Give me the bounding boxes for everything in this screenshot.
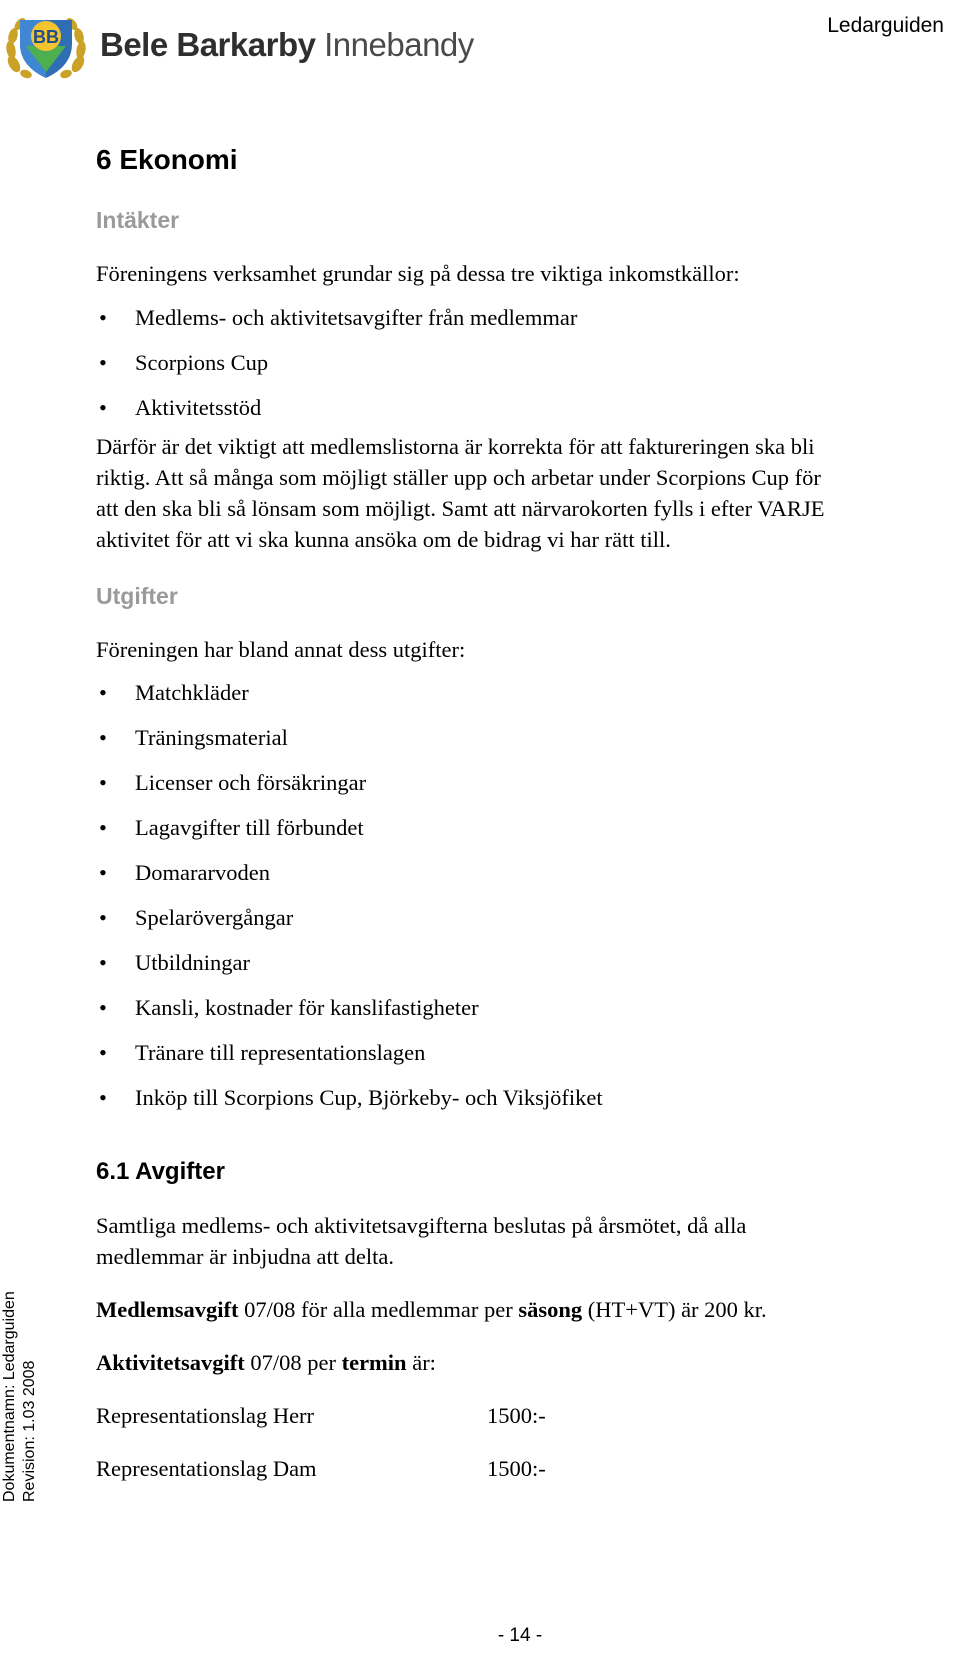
list-item: • Tränare till representationslagen <box>96 1037 946 1082</box>
fee-row-dam <box>96 1453 946 1484</box>
list-item: • Kansli, kostnader för kanslifastigheter <box>96 992 946 1037</box>
fees-title: 6.1 Avgifter <box>96 1158 225 1185</box>
list-item: • Utbildningar <box>96 947 946 992</box>
document-name: Dokumentnamn: Ledarguiden <box>1 1291 18 1502</box>
fees-paragraph: Samtliga medlems- och aktivitetsavgifterna beslutas på årsmötet, då alla medlemmar är inbjudna att delta. <box>96 1213 747 1269</box>
bullet-icon: • <box>99 395 107 420</box>
list-item: • Aktivitetsstöd <box>96 392 946 427</box>
bullet-icon: • <box>99 815 107 840</box>
expenses-intro: Föreningen har bland annat dess utgifter: <box>96 637 466 662</box>
list-item: • Inköp till Scorpions Cup, Björkeby- och Viksjöfiket <box>96 1082 946 1113</box>
fee-amount: 1500:- <box>487 1403 546 1428</box>
document-revision: Revision: 1.03 2008 <box>21 1360 38 1502</box>
bullet-icon: • <box>99 305 107 330</box>
list-item: • Spelarövergångar <box>96 902 946 947</box>
bullet-icon: • <box>99 1085 107 1110</box>
brand-name-light: Innebandy <box>324 26 474 63</box>
member-fee-line: Medlemsavgift 07/08 för alla medlemmar per säsong (HT+VT) är 200 kr. <box>96 1297 767 1322</box>
bullet-icon: • <box>99 770 107 795</box>
document-sidebar <box>0 1287 56 1502</box>
bullet-icon: • <box>99 995 107 1020</box>
bullet-icon: • <box>99 1040 107 1065</box>
bullet-icon: • <box>99 950 107 975</box>
brand-wordmark <box>100 26 474 64</box>
list-item: • Domararvoden <box>96 857 946 902</box>
member-fee-label: Medlemsavgift <box>96 1297 239 1322</box>
section-title: 6 Ekonomi <box>96 144 238 175</box>
page-number: - 14 - <box>497 1625 543 1646</box>
list-item: • Lagavgifter till förbundet <box>96 812 946 857</box>
fee-row-herr <box>96 1400 946 1431</box>
bullet-icon: • <box>99 860 107 885</box>
fee-team: Representationslag Herr <box>96 1403 315 1428</box>
list-item: • Matchkläder <box>96 677 946 722</box>
income-paragraph: Därför är det viktigt att medlemslistorna är korrekta för att faktureringen ska bli riktig. Att så många som möjligt ställer upp och arbetar under Scorpions Cup för att den ska bli så lönsam som möjligt. Samt att närvarokorten fylls i efter VARJE aktivitet för att vi ska kunna ansöka om de bidrag vi har rätt till. <box>96 434 825 552</box>
activity-fee-line: Aktivitetsavgift 07/08 per termin är: <box>96 1350 436 1375</box>
list-item: • Scorpions Cup <box>96 347 946 392</box>
list-item: • Licenser och försäkringar <box>96 767 946 812</box>
list-item: • Träningsmaterial <box>96 722 946 767</box>
svg-text:BB: BB <box>33 27 59 47</box>
income-list <box>96 302 946 427</box>
bb-laurel-shield-icon <box>4 6 88 84</box>
page-body <box>96 140 946 1484</box>
income-heading: Intäkter <box>96 207 180 233</box>
bullet-icon: • <box>99 725 107 750</box>
expenses-list <box>96 677 946 1113</box>
expenses-heading: Utgifter <box>96 583 178 609</box>
brand-name-bold: Bele Barkarby <box>100 26 316 63</box>
fee-team: Representationslag Dam <box>96 1456 317 1481</box>
fee-amount: 1500:- <box>487 1456 546 1481</box>
bullet-icon: • <box>99 905 107 930</box>
document-label: Ledarguiden <box>827 14 944 37</box>
list-item: • Medlems- och aktivitetsavgifter från medlemmar <box>96 302 946 347</box>
bullet-icon: • <box>99 680 107 705</box>
income-intro: Föreningens verksamhet grundar sig på dessa tre viktiga inkomstkällor: <box>96 261 740 286</box>
bullet-icon: • <box>99 350 107 375</box>
activity-fee-label: Aktivitetsavgift <box>96 1350 245 1375</box>
